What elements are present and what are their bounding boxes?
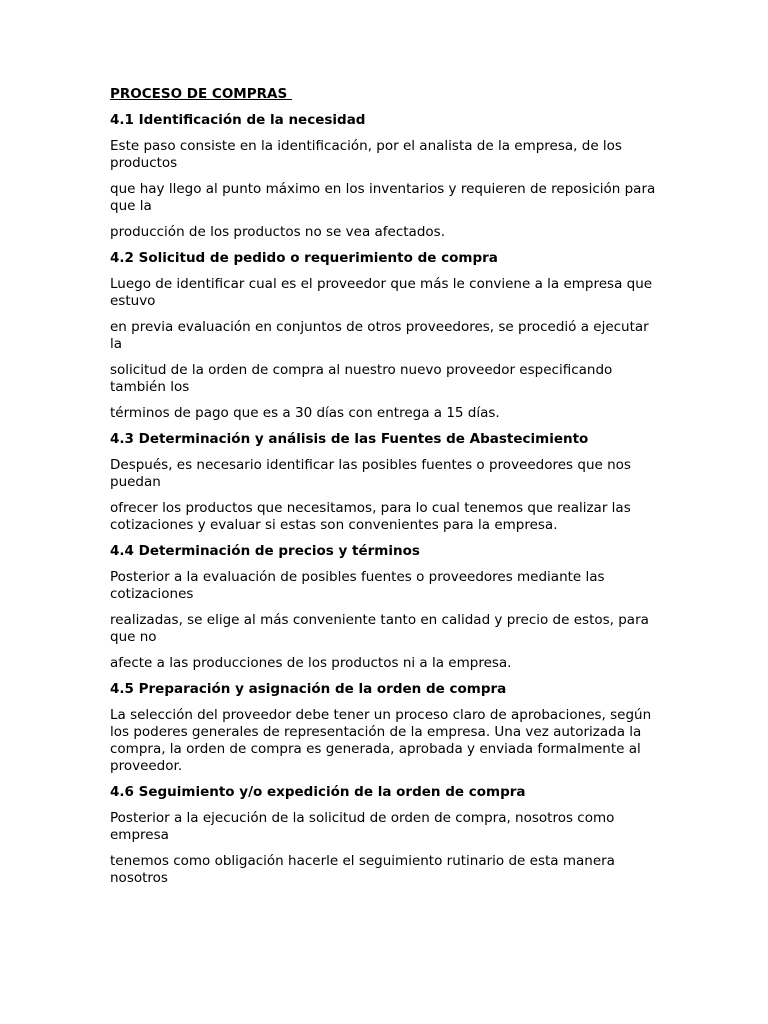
paragraph: Luego de identificar cual es el proveedor que más le conviene a la empresa que estuvo [110, 276, 653, 309]
section-4-3 [110, 431, 658, 534]
paragraph: que hay llego al punto máximo en los inventarios y requieren de reposición para que la [110, 181, 656, 214]
paragraph: Posterior a la ejecución de la solicitud de orden de compra, nosotros como empresa [110, 810, 615, 843]
paragraph: Posterior a la evaluación de posibles fuentes o proveedores mediante las cotizaciones [110, 569, 605, 602]
section-4-6 [110, 784, 658, 887]
section-heading: 4.6 Seguimiento y/o expedición de la orden de compra [110, 784, 526, 800]
paragraph: solicitud de la orden de compra al nuestro nuevo proveedor especificando también los [110, 362, 613, 395]
section-heading: 4.3 Determinación y análisis de las Fuentes de Abastecimiento [110, 431, 589, 447]
section-4-5 [110, 681, 658, 775]
document-title: PROCESO DE COMPRAS [110, 86, 292, 102]
paragraph: La selección del proveedor debe tener un proceso claro de aprobaciones, según los poderes generales de representación de la empresa. Una vez autorizada la compra, la orden de compra es generada, aprobada y enviada formalmente al proveedor. [110, 707, 652, 774]
paragraph: términos de pago que es a 30 días con entrega a 15 días. [110, 405, 500, 421]
paragraph: ofrecer los productos que necesitamos, para lo cual tenemos que realizar las cotizaciones y evaluar si estas son convenientes para la empresa. [110, 500, 631, 533]
paragraph: Este paso consiste en la identificación, por el analista de la empresa, de los productos [110, 138, 622, 171]
section-4-4 [110, 543, 658, 672]
paragraph: tenemos como obligación hacerle el seguimiento rutinario de esta manera nosotros [110, 853, 615, 886]
section-heading: 4.2 Solicitud de pedido o requerimiento de compra [110, 250, 498, 266]
paragraph: Después, es necesario identificar las posibles fuentes o proveedores que nos puedan [110, 457, 631, 490]
paragraph: afecte a las producciones de los productos ni a la empresa. [110, 655, 512, 671]
paragraph: en previa evaluación en conjuntos de otros proveedores, se procedió a ejecutar la [110, 319, 649, 352]
paragraph: realizadas, se elige al más conveniente tanto en calidad y precio de estos, para que no [110, 612, 649, 645]
section-4-1 [110, 112, 658, 241]
document-page [110, 86, 658, 896]
paragraph: producción de los productos no se vea afectados. [110, 224, 445, 240]
section-4-2 [110, 250, 658, 422]
section-heading: 4.4 Determinación de precios y términos [110, 543, 420, 559]
section-heading: 4.5 Preparación y asignación de la orden de compra [110, 681, 507, 697]
section-heading: 4.1 Identificación de la necesidad [110, 112, 366, 128]
